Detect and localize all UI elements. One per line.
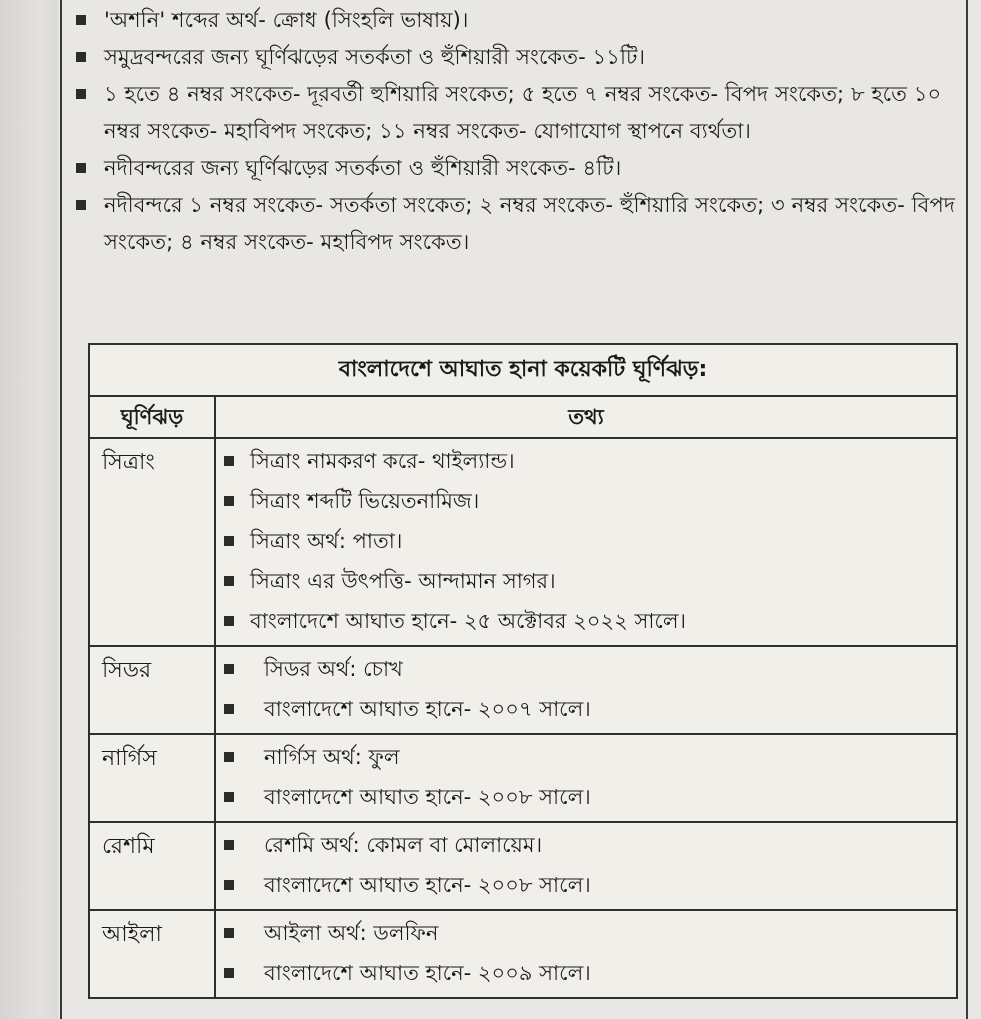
fact-item: [224, 521, 956, 561]
fact-item: [224, 561, 956, 601]
cyclone-name: সিডর: [89, 646, 215, 734]
square-bullet-icon: [224, 536, 234, 546]
table-row-aila: [89, 910, 957, 998]
fact-text: আইলা অর্থ: ডলফিন: [264, 921, 439, 945]
cyclone-facts: [215, 734, 957, 822]
table-row-reshmi: [89, 822, 957, 910]
square-bullet-icon: [224, 792, 234, 802]
left-border-line: [60, 0, 62, 1019]
fact-text: বাংলাদেশে আঘাত হানে- ২০০৭ সালে।: [264, 697, 591, 721]
fact-item: [224, 481, 956, 521]
fact-item: [224, 689, 956, 729]
cyclone-facts: [215, 822, 957, 910]
square-bullet-icon: [224, 840, 234, 850]
fact-text: বাংলাদেশে আঘাত হানে- ২৫ অক্টোবর ২০২২ সালে।: [250, 609, 687, 633]
fact-text: বাংলাদেশে আঘাত হানে- ২০০৮ সালে।: [264, 785, 591, 809]
note-text: সমুদ্রবন্দরের জন্য ঘূর্ণিঝড়ের সতর্কতা ও হুঁশিয়ারী সংকেত- ১১টি।: [104, 45, 646, 69]
fact-item: [224, 649, 956, 689]
table-title: বাংলাদেশে আঘাত হানা কয়েকটি ঘূর্ণিঝড়:: [89, 344, 957, 396]
cyclone-name: রেশমি: [89, 822, 215, 910]
square-bullet-icon: [224, 616, 234, 626]
square-bullet-icon: [224, 880, 234, 890]
note-seaport-signal-ranges: [76, 76, 958, 150]
note-text: নদীবন্দরে ১ নম্বর সংকেত- সতর্কতা সংকেত; ২ নম্বর সংকেত- হুঁশিয়ারি সংকেত; ৩ নম্বর সংকেত- বিপদ সংকেত; ৪ নম্বর সংকেত- মহাবিপদ সংকেত।: [104, 193, 955, 254]
note-riverport-signal-count: [76, 150, 958, 187]
square-bullet-icon: [76, 15, 86, 25]
fact-text: সিত্রাং এর উৎপত্তি- আন্দামান সাগর।: [250, 569, 556, 593]
table-row-sitrang: [89, 438, 957, 646]
fact-text: নার্গিস অর্থ: ফুল: [264, 745, 400, 769]
signal-notes: [76, 2, 958, 261]
cyclone-facts: [215, 910, 957, 998]
fact-item: [224, 777, 956, 817]
fact-item: [224, 913, 956, 953]
page-margin: [0, 0, 58, 1019]
fact-item: [224, 737, 956, 777]
note-text: 'অশনি' শব্দের অর্থ- ক্রোধ (সিংহলি ভাষায়)।: [104, 8, 469, 32]
right-border-line: [966, 0, 968, 1019]
note-ashani-meaning: [76, 2, 958, 39]
fact-item: [224, 865, 956, 905]
fact-text: বাংলাদেশে আঘাত হানে- ২০০৮ সালে।: [264, 873, 591, 897]
fact-item: [224, 601, 956, 641]
square-bullet-icon: [224, 704, 234, 714]
square-bullet-icon: [76, 89, 86, 99]
column-header-info: তথ্য: [215, 396, 957, 438]
fact-item: [224, 825, 956, 865]
square-bullet-icon: [224, 968, 234, 978]
cyclone-table: [88, 343, 958, 999]
cyclone-facts: [215, 646, 957, 734]
square-bullet-icon: [224, 664, 234, 674]
cyclone-facts: [215, 438, 957, 646]
note-riverport-signals: [76, 187, 958, 261]
note-seaport-signal-count: [76, 39, 958, 76]
square-bullet-icon: [224, 456, 234, 466]
table-row-sidr: [89, 646, 957, 734]
fact-text: সিত্রাং অর্থ: পাতা।: [250, 529, 403, 553]
square-bullet-icon: [224, 752, 234, 762]
square-bullet-icon: [76, 52, 86, 62]
square-bullet-icon: [76, 200, 86, 210]
square-bullet-icon: [76, 163, 86, 173]
fact-text: রেশমি অর্থ: কোমল বা মোলায়েম।: [264, 833, 543, 857]
note-text: ১ হতে ৪ নম্বর সংকেত- দূরবর্তী হুশিয়ারি সংকেত; ৫ হতে ৭ নম্বর সংকেত- বিপদ সংকেত; ৮ হতে ১০ নম্বর সংকেত- মহাবিপদ সংকেত; ১১ নম্বর সংকেত- যোগাযোগ স্থাপনে ব্যর্থতা।: [104, 82, 942, 143]
table-row-nargis: [89, 734, 957, 822]
fact-item: [224, 953, 956, 993]
fact-item: [224, 441, 956, 481]
cyclone-name: নার্গিস: [89, 734, 215, 822]
cyclone-name: সিত্রাং: [89, 438, 215, 646]
cyclone-name: আইলা: [89, 910, 215, 998]
fact-text: সিত্রাং শব্দটি ভিয়েতনামিজ।: [250, 489, 480, 513]
fact-text: সিডর অর্থ: চোখ: [264, 657, 403, 681]
square-bullet-icon: [224, 496, 234, 506]
square-bullet-icon: [224, 576, 234, 586]
fact-text: সিত্রাং নামকরণ করে- থাইল্যান্ড।: [250, 449, 515, 473]
note-text: নদীবন্দরের জন্য ঘূর্ণিঝড়ের সতর্কতা ও হুঁশিয়ারী সংকেত- ৪টি।: [104, 156, 622, 180]
fact-text: বাংলাদেশে আঘাত হানে- ২০০৯ সালে।: [264, 961, 591, 985]
column-header-cyclone: ঘূর্ণিঝড়: [89, 396, 215, 438]
square-bullet-icon: [224, 928, 234, 938]
